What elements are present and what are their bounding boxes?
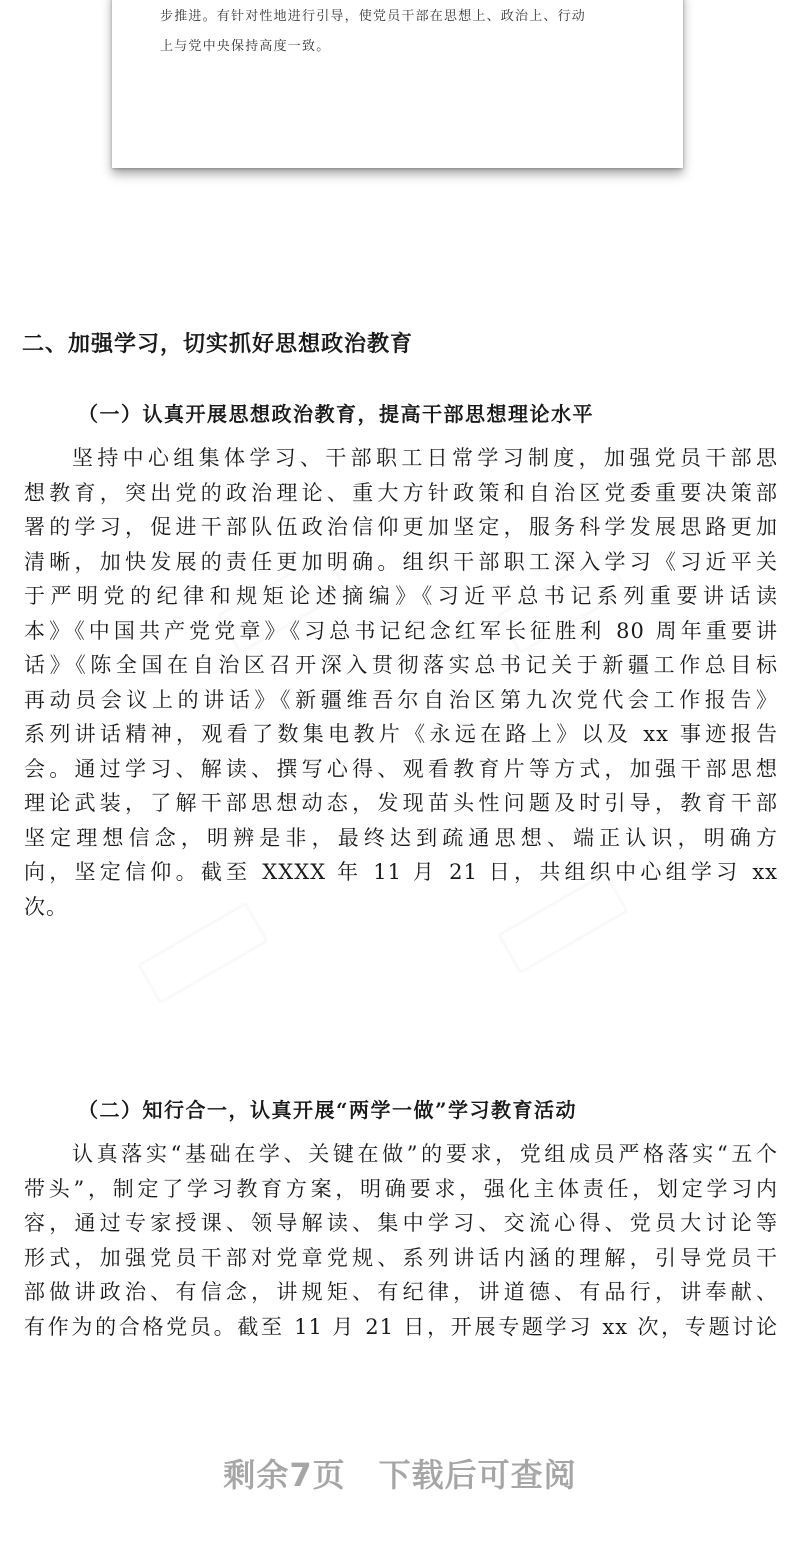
section-heading: 二、加强学习，切实抓好思想政治教育 xyxy=(22,332,414,357)
subsection-title-2: （二）知行合一，认真开展“两学一做”学习教育活动 xyxy=(78,1098,578,1122)
paragraph-line: 话》《陈全国在自治区召开深入贯彻落实总书记关于新疆工作总目标 xyxy=(24,653,778,677)
paragraph-line: 认真落实“基础在学、关键在做”的要求，党组成员严格落实“五个 xyxy=(72,1142,778,1166)
paragraph-line: 清晰，加快发展的责任更加明确。组织干部职工深入学习《习近平关 xyxy=(24,549,778,574)
paragraph-1 xyxy=(24,441,778,924)
subsection-title-1: （一）认真开展思想政治教育，提高干部思想理论水平 xyxy=(78,402,594,426)
paragraph-line: 理论武装，了解干部思想动态，发现苗头性问题及时引导，教育干部 xyxy=(24,791,778,815)
paragraph-line: 有作为的合格党员。截至 11 月 21 日，开展专题学习 xx 次，专题讨论 xyxy=(24,1314,778,1339)
paragraph-line: 系列讲话精神，观看了数集电教片《永远在路上》以及 xx 事迹报告 xyxy=(24,722,778,746)
paragraph-line: 坚持中心组集体学习、干部职工日常学习制度，加强党员干部思 xyxy=(72,446,778,470)
prev-card-line: 上与党中央保持高度一致。 xyxy=(160,39,331,54)
paragraph-line: 向，坚定信仰。截至 XXXX 年 11 月 21 日，共组织中心组学习 xx xyxy=(24,860,778,884)
paragraph-line: 带头”，制定了学习教育方案，明确要求，强化主体责任，划定学习内 xyxy=(24,1176,778,1201)
paragraph-line: 署的学习，促进干部队伍政治信仰更加坚定，服务科学发展思路更加 xyxy=(24,515,778,539)
paragraph-line: 于严明党的纪律和规矩论述摘编》《习近平总书记系列重要讲话读 xyxy=(24,584,778,608)
download-to-read-more-banner[interactable]: 剩余7页 下载后可查阅 xyxy=(223,1456,577,1494)
paragraph-2 xyxy=(24,1137,778,1344)
paragraph-line: 再动员会议上的讲话》《新疆维吾尔自治区第九次党代会工作报告》 xyxy=(24,687,778,712)
paragraph-line: 会。通过学习、解读、撰写心得、观看教育片等方式，加强干部思想 xyxy=(24,756,778,781)
paragraph-line: 想教育，突出党的政治理论、重大方针政策和自治区党委重要决策部 xyxy=(24,480,778,505)
paragraph-line: 次。 xyxy=(24,894,68,919)
previous-page-card xyxy=(112,0,683,168)
prev-card-line: 步推进。有针对性地进行引导，使党员干部在思想上、政治上、行动 xyxy=(160,9,587,24)
paragraph-line: 容，通过专家授课、领导解读、集中学习、交流心得、党员大讨论等 xyxy=(24,1211,778,1235)
paragraph-line: 本》《中国共产党党章》《习总书记纪念红军长征胜利 80 周年重要讲 xyxy=(24,618,778,643)
paragraph-line: 形式，加强党员干部对党章党规、系列讲话内涵的理解，引导党员干 xyxy=(24,1245,778,1270)
paragraph-line: 部做讲政治、有信念，讲规矩、有纪律，讲道德、有品行，讲奉献、 xyxy=(24,1280,778,1304)
paragraph-line: 坚定理想信念，明辨是非，最终达到疏通思想、端正认识，明确方 xyxy=(24,825,778,850)
